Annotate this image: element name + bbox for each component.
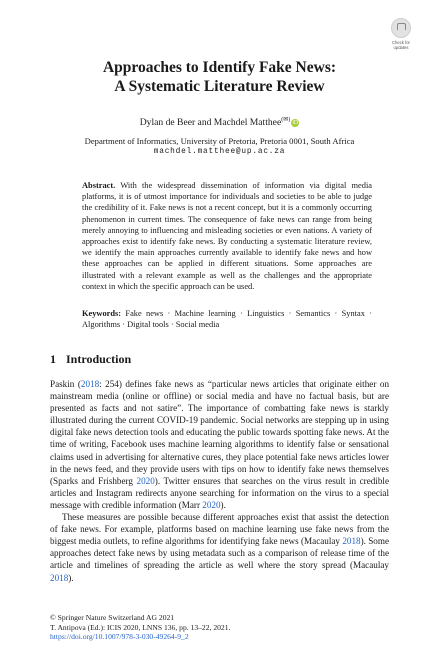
title-line-2: A Systematic Literature Review [114,78,325,95]
check-for-updates-badge[interactable] [388,18,414,56]
citation-link[interactable]: 2018 [80,379,100,389]
body-text [50,378,389,584]
abstract [82,180,372,292]
affiliation-block [40,136,399,158]
orcid-icon[interactable]: iD [292,120,299,127]
text-run: Paskin ( [50,379,81,389]
section-number: 1 [50,352,56,366]
section-title: Introduction [66,352,132,366]
paper-title [40,58,399,96]
keywords-label: Keywords: [82,309,122,318]
citation-link[interactable]: 2018 [342,536,361,547]
badge-label: Check for updates [392,40,410,50]
author-names: Dylan de Beer and Machdel Matthee [139,117,282,129]
section-heading [50,352,131,367]
keywords [82,308,372,330]
email[interactable]: machdel.matthee@up.ac.za [153,148,286,156]
text-run: ). Twitter ensures that searches on the virus result in credible articles and Instagram redirects anyone searching for information on the virus to a special message with credible information (Marr [50,475,389,510]
text-run: : 254) defines fake news as “particular news articles that originate either on mainstream media (online or offline) or social media and have no factual basis, but are presented as facts and not satire”. The importance of combatting fake news is starkly illustrated during the current COVID-19 pandemic. Social networks are stepping up in using digital fake news detection tools and educating the public towards spotting fake news. At the time of writing, Facebook uses machine learning algorithms to identify false or sensational claims used in advertising for alternative cures, they place potential fake news articles lower in the news feed, and they provide users with tips on how to identify fake news themselves (Sparks and Frishberg [50,379,390,486]
text-run: These measures are possible because different approaches exist that assist the detection of fake news. For example, platforms based on machine learning use fake news from the biggest media outlets, to refine algorithms for identifying fake news (Macaulay [50,512,389,547]
citation-link[interactable]: 2018 [50,572,69,583]
bookmark-icon [391,18,411,38]
footer [50,613,389,642]
citation-link[interactable]: 2020 [202,499,221,510]
text-run: ). [68,572,74,583]
paragraph-1 [50,378,389,511]
doi-link[interactable]: https://doi.org/10.1007/978-3-030-49264-9_2 [50,632,189,642]
affiliation: Department of Informatics, University of Pretoria, Pretoria 0001, South Africa [84,136,355,146]
copyright: © Springer Nature Switzerland AG 2021 [50,613,175,622]
text-run: ). [220,499,226,510]
abstract-label: Abstract. [82,181,116,190]
keywords-text: Fake news · Machine learning · Linguistics · Semantics · Syntax · Algorithms · Digital tools · Social media [82,309,373,330]
text-run: ). Some approaches detect fake news by using metadata such as a comparison of release time of the article and timelines of spreading the article as well where the story spread (Macaulay [50,536,390,571]
corresponding-author-mark: (✉) [281,117,291,123]
citation-info: T. Antipova (Ed.): ICIS 2020, LNNS 136, pp. 13–22, 2021. [50,622,231,632]
paragraph-2 [50,511,389,584]
title-line-1: Approaches to Identify Fake News: [102,59,337,76]
citation-link[interactable]: 2020 [136,475,155,486]
abstract-text: With the widespread dissemination of information via digital media platforms, it is of utmost importance for individuals and societies to be able to judge the credibility of it. Fake news is not a recent concept, but it is a commonly occurring phenomenon in current times. The consequence of fake news can range from being merely annoying to influencing and misleading societies or even nations. A variety of approaches exist to identify fake news. By conducting a systematic literature review, we identify the main approaches currently available to identify fake news and how these approaches can be applied in different situations. Some approaches are illustrated with a relevant example as well as the challenges and the appropriate context in which the specific approach can be used. [82,181,372,291]
authors [40,116,399,128]
